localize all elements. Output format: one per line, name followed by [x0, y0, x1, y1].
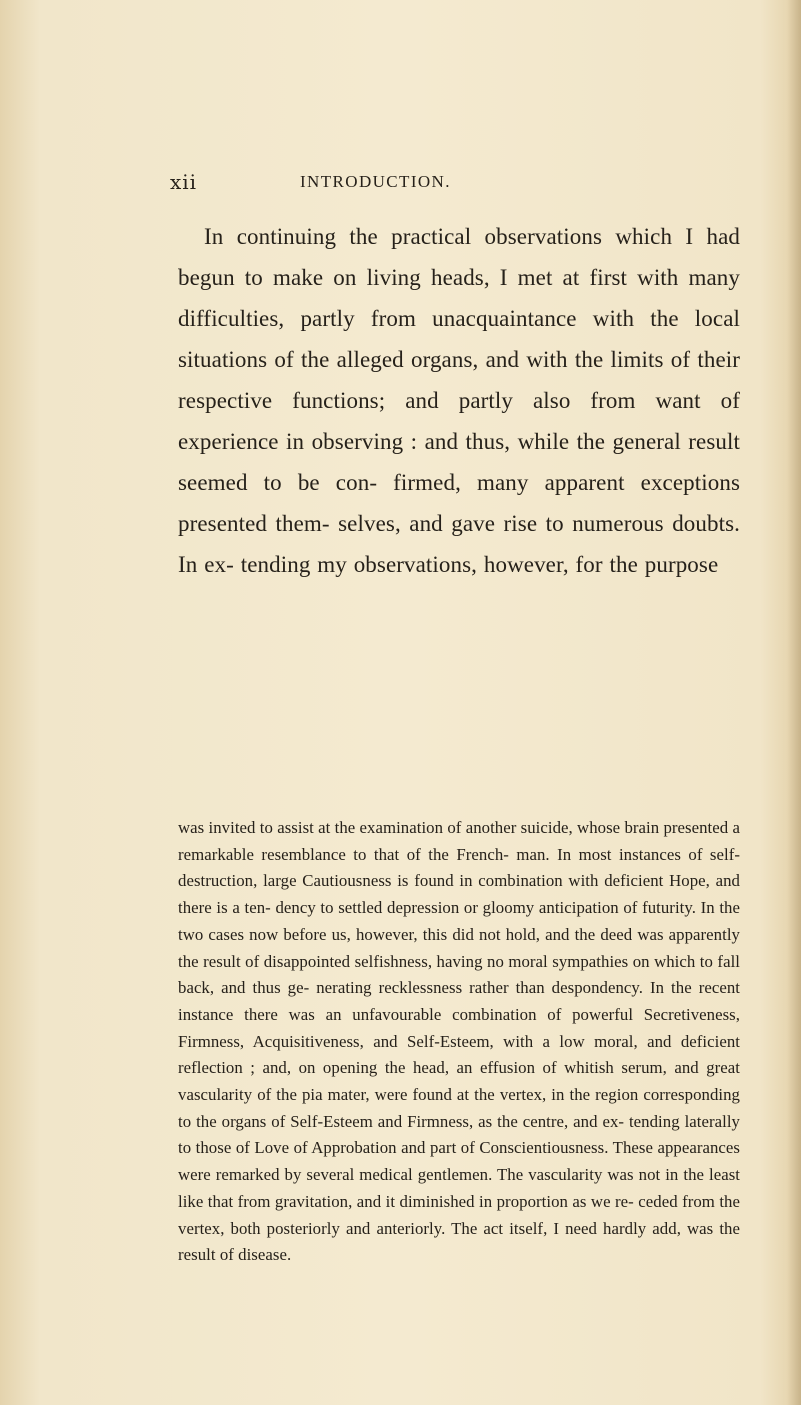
small-type-paragraph: was invited to assist at the examination of another suicide, whose brain presented a remarkable resemblance to that of the French- man. In most instances of self-destruction, large Cautiousness is found in combination with deficient Hope, and there is a ten- dency to settled depression or gloomy anticipation of futurity. In the two cases now before us, however, this did not hold, and the deed was apparently the result of disappointed selfishness, having no moral sympathies on which to fall back, and thus ge- nerating recklessness rather than despondency. In the recent instance there was an unfavourable combination of powerful Secretiveness, Firmness, Acquisitiveness, and Self-Esteem, with a low moral, and deficient reflection ; and, on opening the head, an effusion of whitish serum, and great vascularity of the pia mater, were found at the vertex, in the region corresponding to the organs of Self-Esteem and Firmness, as the centre, and ex- tending laterally to those of Love of Approbation and part of Conscientiousness. These appearances were remarked by several medical gentlemen. The vascularity was not in the least like that from gravitation, and it diminished in proportion as we re- ceded from the vertex, both posteriorly and anteriorly. The act itself, I need hardly add, was the result of disease.: [178, 818, 740, 1265]
page-number: xii: [170, 170, 198, 194]
page-edge-shadow: [787, 0, 801, 1405]
large-type-paragraph: In continuing the practical observations which I had begun to make on living heads, I met at first with many difficulties, partly from unacquaintance with the local situations of the alleged organs, and with the limits of their respective functions; and partly also from want of experience in observing : and thus, while the general result seemed to be con- firmed, many apparent exceptions presented them- selves, and gave rise to numerous doubts. In ex- tending my observations, however, for the purpose: [178, 224, 740, 577]
running-head: INTRODUCTION.: [300, 172, 451, 191]
page-header: [170, 170, 730, 194]
